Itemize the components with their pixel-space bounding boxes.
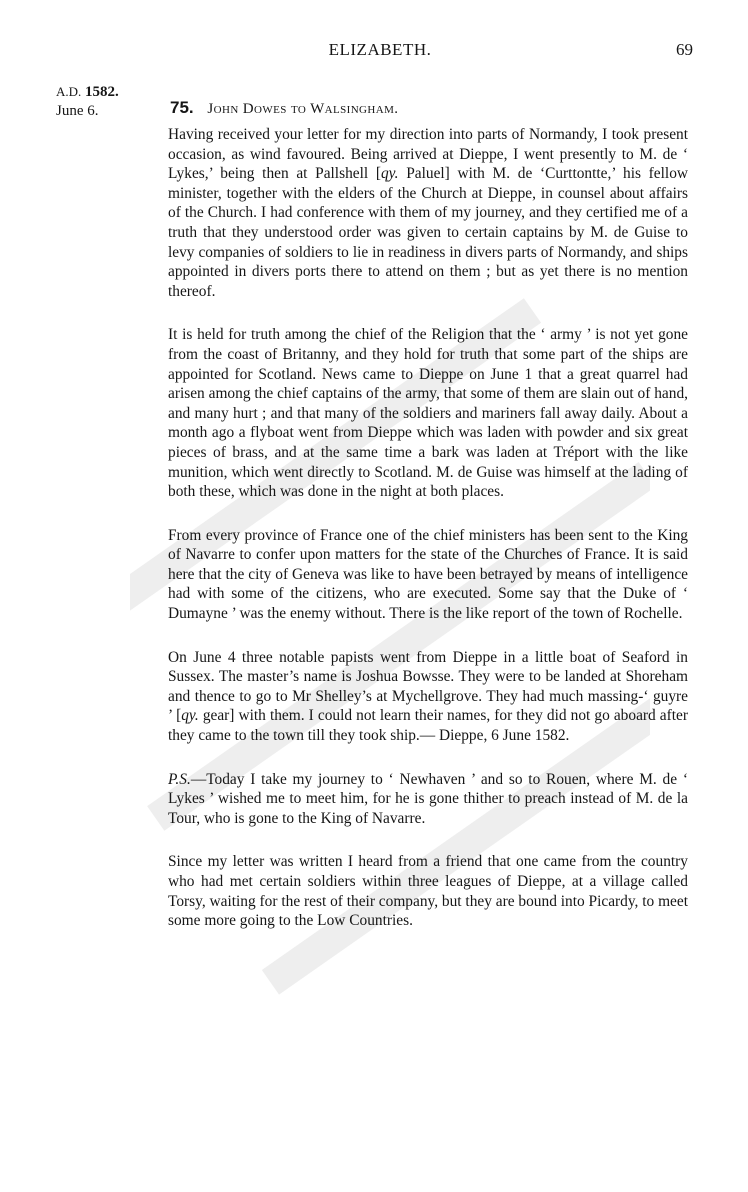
- margin-year: [56, 82, 156, 102]
- page-number: 69: [676, 40, 693, 59]
- paragraph: [168, 770, 688, 829]
- paragraph: [168, 648, 688, 746]
- paragraph-text: Paluel] with M. de ‘Curttontte,’ his fellow minister, together with the elders of the Church at Dieppe, in counsel about affairs of the Church. I had conference with them of my journey, and they certified me of a truth that they understood order was given to certain captains by M. de Guise to levy companies of soldiers to lie in readiness in divers parts of Normandy, and ships appointed in divers ports there to attend on them ; but as yet there is no mention thereof.: [168, 165, 688, 300]
- entry-number: 75.: [170, 98, 194, 117]
- margin-note: [56, 82, 156, 121]
- entry-heading: [170, 98, 398, 118]
- margin-year-value: 1582.: [85, 84, 119, 100]
- paragraph-text: gear] with them. I could not learn their names, for they did not go aboard after they came to the town till they took ship.— Dieppe, 6 June 1582.: [168, 707, 688, 745]
- paragraph: From every province of France one of the chief ministers has been sent to the King of Navarre to confer upon matters for the state of the Churches of France. It is said here that the city of Geneva was like to have been betrayed by means of intelligence had with some of the citizens, who are executed. Some say that the Duke of ‘ Dumayne ’ was the enemy without. There is the like report of the town of Rochelle.: [168, 526, 688, 623]
- paragraph: It is held for truth among the chief of the Religion that the ‘ army ’ is not yet gone from the coast of Britanny, and they hold for truth that some part of the ships are appointed for Scotland. News came to Dieppe on June 1 that a great quarrel had arisen among the chief captains of the army, that some of them are slain out of hand, and many hurt ; and that many of the soldiers and mariners fall away daily. About a month ago a flyboat went from Dieppe which was laden with powder and six great pieces of brass, and at the same time a bark was laden at Tréport with the like munition, which went directly to Scotland. M. de Guise was himself at the lading of both these, which was done in the night at both places.: [168, 326, 688, 501]
- paragraph: Since my letter was written I heard from a friend that one came from the country who had met certain soldiers within three leagues of Dieppe, at a village called Torsy, waiting for the rest of their company, but they are bound into Picardy, to meet some more going to the Low Countries.: [168, 853, 688, 930]
- running-header: [0, 40, 748, 70]
- paragraph: [168, 125, 688, 301]
- running-title: ELIZABETH.: [328, 40, 432, 59]
- qy-abbreviation: qy.: [380, 165, 399, 183]
- margin-year-prefix: A.D.: [56, 84, 82, 99]
- paragraph-text: Having received your letter for my direction into parts of Normandy, I took present occasion, as wind favoured. Being arrived at Dieppe, I went presently to M. de ‘ Lykes,’ being then at Pallshell [: [168, 126, 688, 183]
- paragraph-text: —Today I take my journey to ‘ Newhaven ’ and so to Rouen, where M. de ‘ Lykes ’ wished me to meet him, for he is gone thither to preach instead of M. de la Tour, who is gone to the King of Navarre.: [168, 770, 688, 827]
- paragraph-text: On June 4 three notable papists went from Dieppe in a little boat of Seaford in Sussex. The master’s name is Joshua Bowsse. They were to be landed at Shoreham and thence to go to Mr Shelley’s at Mychellgrove. They had much massing-‘ guyre ’ [: [168, 648, 688, 725]
- entry-title: John Dowes to Walsingham.: [207, 101, 399, 117]
- postscript-label: P.S.: [168, 770, 191, 788]
- margin-date: June 6.: [56, 103, 99, 119]
- qy-abbreviation: qy.: [181, 707, 199, 725]
- letter-body: [168, 125, 688, 955]
